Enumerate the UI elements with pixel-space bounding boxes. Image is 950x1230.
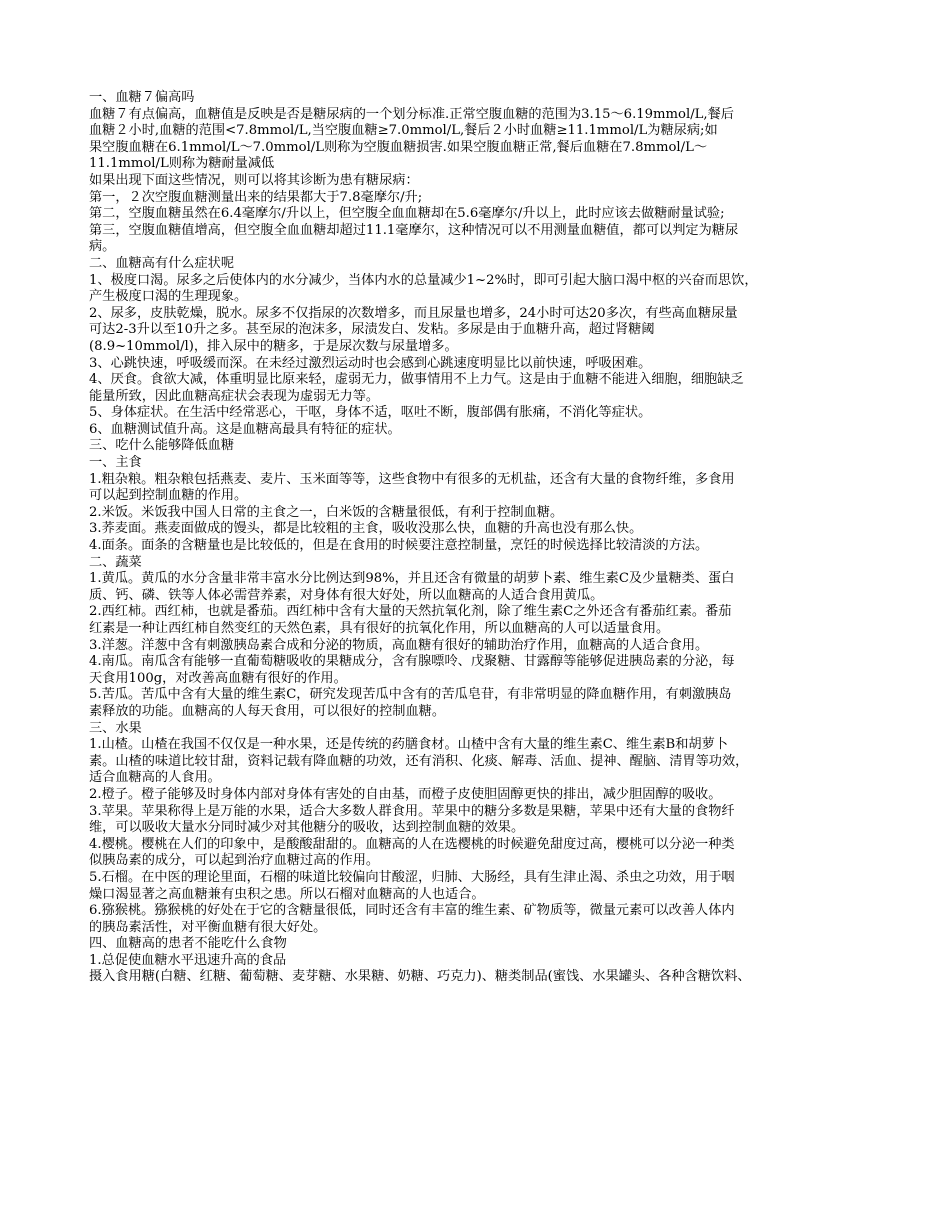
text-line: 维，可以吸收大量水分同时减少对其他糖分的吸收，达到控制血糖的效果。 (89, 820, 525, 836)
text-line: 3.苹果。苹果称得上是万能的水果，适合大多数人群食用。苹果中的糖分多数是果糖，苹果中还有大量的食物纤 (89, 803, 735, 819)
text-line: 素释放的功能。血糖高的人每天食用，可以很好的控制血糖。 (89, 703, 446, 719)
text-line: 天食用100g，对改善高血糖有很好的作用。 (89, 670, 347, 686)
text-line: 质、钙、磷、铁等人体必需营养素，对身体有很大好处，所以血糖高的人适合食用黄瓜。 (89, 587, 604, 603)
text-line: 1、极度口渴。尿多之后使体内的水分减少，当体内水的总量减少1~2%时，即可引起大脑口渴中枢的兴奋而思饮， (89, 272, 758, 288)
text-line: 一、主食 (89, 455, 142, 471)
text-line: 3.荞麦面。燕麦面做成的馒头，都是比较粗的主食，吸收没那么快，血糖的升高也没有那么快。 (89, 521, 643, 537)
text-line: 的胰岛素活性，对平衡血糖有很大好处。 (89, 919, 327, 935)
text-line: 5.苦瓜。苦瓜中含有大量的维生素C，研究发现苦瓜中含有的苦瓜皂苷，有非常明显的降血糖作用，有刺激胰岛 (89, 687, 732, 703)
text-line: 红素是一种让西红柿自然变红的天然色素，具有很好的抗氧化作用，所以血糖高的人可以适量食用。 (89, 621, 670, 636)
text-line: 素。山楂的味道比较甘甜，资料记载有降血糖的功效，还有消积、化痰、解毒、活血、提神、醒脑、清胃等功效， (89, 753, 749, 769)
text-line: 2、尿多，皮肤乾燥，脱水。尿多不仅指尿的次数增多，而且尿量也增多，24小时可达20多次，有些高血糖尿量 (89, 305, 738, 321)
text-line: 5、身体症状。在生活中经常恶心，干呕，身体不适，呕吐不断，腹部偶有胀痛，不消化等症状。 (89, 405, 652, 421)
text-line: 燥口渴显著之高血糖兼有虫积之患。所以石榴对血糖高的人也适合。 (89, 886, 485, 902)
text-line: 二、血糖高有什么症状呢 (89, 255, 235, 271)
text-line: 1.山楂。山楂在我国不仅仅是一种水果，还是传统的药膳食材。山楂中含有大量的维生素C、维生素B和胡萝卜 (89, 737, 728, 753)
text-line: 4.南瓜。南瓜含有能够一直葡萄糖吸收的果糖成分，含有腺嘌呤、戊聚糖、甘露醇等能够促进胰岛素的分泌，每 (89, 654, 735, 670)
text-line: 第一，２次空腹血糖测量出来的结果都大于7.8毫摩尔/升; (89, 189, 423, 205)
text-line: 2.米饭。米饭我中国人日常的主食之一，白米饭的含糖量很低，有利于控制血糖。 (89, 504, 564, 520)
text-line: 似胰岛素的成分，可以起到治疗血糖过高的作用。 (89, 853, 380, 869)
text-line: 适合血糖高的人食用。 (89, 770, 221, 786)
text-line: 1.黄瓜。黄瓜的水分含量非常丰富水分比例达到98%，并且还含有微量的胡萝卜素、维生素C及少量糖类、蛋白 (89, 571, 735, 587)
text-line: 如果出现下面这些情况，则可以将其诊断为患有糖尿病： (89, 172, 419, 188)
text-line: 二、蔬菜 (89, 554, 142, 570)
text-line: 4.面条。面条的含糖量也是比较低的，但是在食用的时候要注意控制量，烹饪的时候选择比较清淡的方法。 (89, 538, 709, 554)
text-line: 4.樱桃。樱桃在人们的印象中，是酸酸甜甜的。血糖高的人在选樱桃的时候避免甜度过高，樱桃可以分泌一种类 (89, 836, 735, 852)
text-line: 3.洋葱。洋葱中含有刺激胰岛素合成和分泌的物质，高血糖有很好的辅助治疗作用，血糖高的人适合食用。 (89, 637, 709, 653)
text-line: 6.猕猴桃。猕猴桃的好处在于它的含糖量很低，同时还含有丰富的维生素、矿物质等，微量元素可以改善人体内 (89, 903, 735, 919)
text-line: 第二，空腹血糖虽然在6.4毫摩尔/升以上，但空腹全血血糖却在5.6毫摩尔/升以上，此时应该去做糖耐量试验; (89, 206, 725, 222)
text-line: 4、厌食。食欲大减，体重明显比原来轻，虚弱无力，做事情用不上力气。这是由于血糖不能进入细胞，细胞缺乏 (89, 372, 744, 388)
text-line: 三、水果 (89, 720, 142, 736)
text-line: 可以起到控制血糖的作用。 (89, 488, 248, 504)
text-line: 可达2-3升以至10升之多。甚至尿的泡沫多，尿渍发白、发粘。多尿是由于血糖升高，超过肾糖阈 (89, 322, 655, 338)
text-line: 能量所致，因此血糖高症状会表现为虚弱无力等。 (89, 388, 380, 404)
text-line: 三、吃什么能够降低血糖 (89, 438, 235, 454)
text-line: 第三，空腹血糖值增高，但空腹全血血糖却超过11.1毫摩尔，这种情况可以不用测量血糖值，都可以判定为糖尿 (89, 222, 739, 238)
text-line: 5.石榴。在中医的理论里面，石榴的味道比较偏向甘酸涩，归肺、大肠经，具有生津止渴、杀虫之功效，用于咽 (89, 869, 735, 885)
text-line: 2.西红柿。西红柿，也就是番茄。西红柿中含有大量的天然抗氧化剂，除了维生素C之外还含有番茄红素。番茄 (89, 604, 732, 620)
document-body (89, 90, 873, 986)
text-line: 一、血糖７偏高吗 (89, 90, 195, 105)
text-line: 11.1mmol/L则称为糖耐量减低 (89, 156, 275, 172)
text-line: 1.总促使血糖水平迅速升高的食品 (89, 952, 287, 968)
text-line: 3、心跳快速，呼吸缓而深。在未经过激烈运动时也会感到心跳速度明显比以前快速，呼吸困难。 (89, 355, 652, 371)
text-line: 果空腹血糖在6.1mmol/L～7.0mmol/L则称为空腹血糖损害.如果空腹血糖正常,餐后血糖在7.8mmol/L～ (89, 139, 708, 155)
text-line: 2.橙子。橙子能够及时身体内部对身体有害处的自由基，而橙子皮使胆固醇更快的排出，减少胆固醇的吸收。 (89, 786, 722, 802)
text-line: 血糖２小时,血糖的范围<7.8mmol/L,当空腹血糖≥7.0mmol/L,餐后２小时血糖≥11.1mmol/L为糖尿病;如 (89, 123, 718, 139)
text-line: 四、血糖高的患者不能吃什么食物 (89, 936, 287, 952)
text-line: 6、血糖测试值升高。这是血糖高最具有特征的症状。 (89, 421, 401, 437)
text-line: 摄入食用糖(白糖、红糖、葡萄糖、麦芽糖、水果糖、奶糖、巧克力)、糖类制品(蜜饯、水果罐头、各种含糖饮料、 (89, 969, 751, 985)
text-line: (8.9~10mmol/l)，排入尿中的糖多，于是尿次数与尿量增多。 (89, 338, 458, 354)
text-line: 1.粗杂粮。粗杂粮包括燕麦、麦片、玉米面等等，这些食物中有很多的无机盐，还含有大量的食物纤维，多食用 (89, 471, 735, 487)
text-line: 病。 (89, 239, 116, 255)
text-line: 产生极度口渴的生理现象。 (89, 289, 248, 305)
text-line: 血糖７有点偏高，血糖值是反映是否是糖尿病的一个划分标准.正常空腹血糖的范围为3.15～6.19mmol/L,餐后 (89, 106, 734, 122)
